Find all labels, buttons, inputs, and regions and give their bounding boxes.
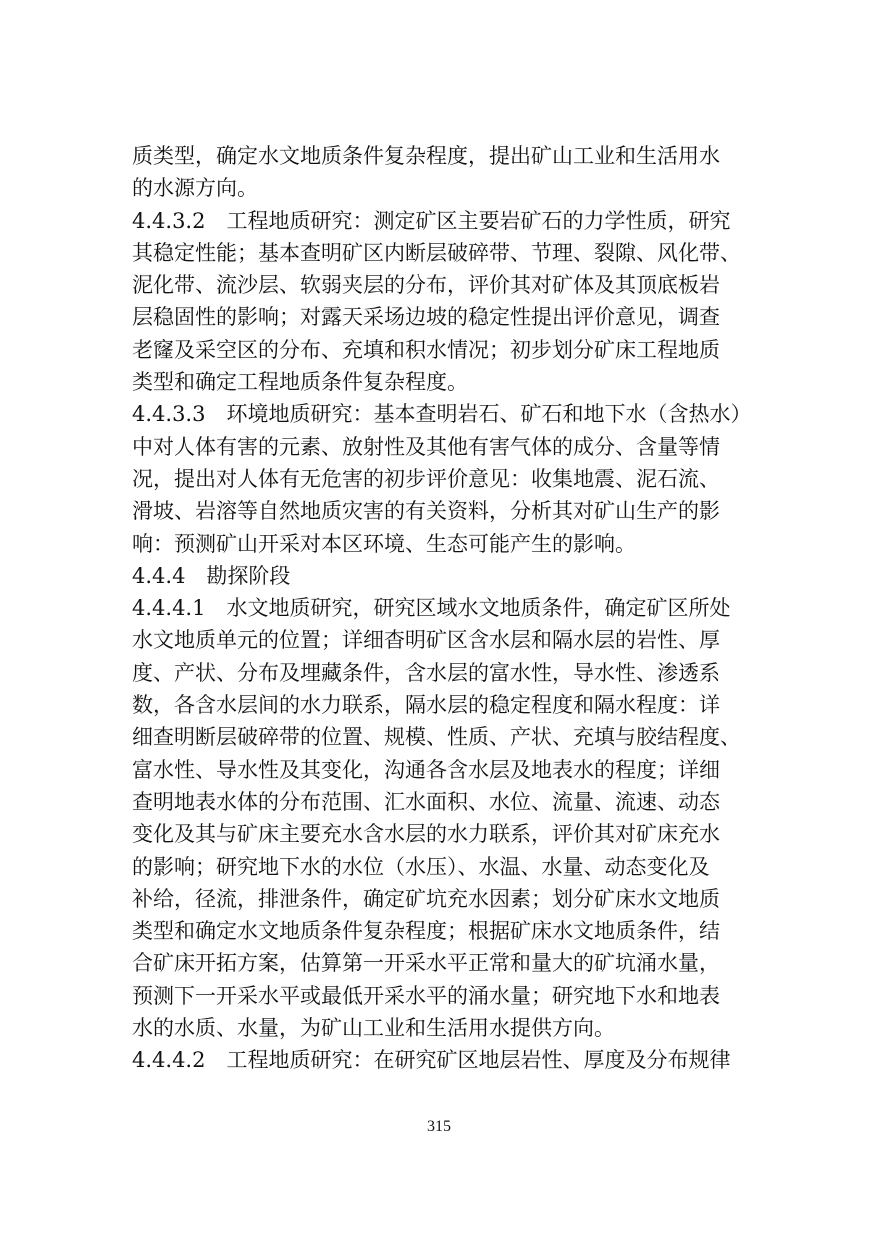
text-line: 质类型，确定水文地质条件复杂程度，提出矿山工业和生活用水 [132,144,720,168]
text-line: 类型和确定水文地质条件复杂程度；根据矿床水文地质条件，结 [132,919,720,944]
text-line: 其稳定性能；基本查明矿区内断层破碎带、节理、裂隙、风化带、 [132,240,741,265]
text-line: 查明地表水体的分布范围、汇水面积、水位、流量、流速、动态 [132,789,720,814]
text-line: 富水性、导水性及其变化，沟通各含水层及地表水的程度；详细 [132,757,720,782]
text-line: 泥化带、流沙层、软弱夹层的分布，评价其对矿体及其顶底板岩 [132,273,720,298]
text-line: 中对人体有害的元素、放射性及其他有害气体的成分、含量等情 [132,434,720,459]
text-line: 4.4.4.1 水文地质研究，研究区域水文地质条件，确定矿区所处 [132,596,731,621]
text-line: 4.4.4.2 工程地质研究：在研究矿区地层岩性、厚度及分布规律 [132,1048,731,1073]
text-line: 预测下一开采水平或最低开采水平的涌水量；研究地下水和地表 [132,983,720,1008]
text-line: 层稳固性的影响；对露天采场边坡的稳定性提出评价意见，调查 [132,305,720,330]
text-line: 响：预测矿山开采对本区环境、生态可能产生的影响。 [132,531,636,556]
text-line: 况，提出对人体有无危害的初步评价意见：收集地震、泥石流、 [132,466,720,491]
text-line: 4.4.3.3 环境地质研究：基本查明岩石、矿石和地下水（含热水） [132,402,752,427]
text-line: 4.4.3.2 工程地质研究：测定矿区主要岩矿石的力学性质，研究 [132,208,731,233]
text-line: 滑坡、岩溶等自然地质灾害的有关资料，分析其对矿山生产的影 [132,499,720,524]
text-line: 变化及其与矿床主要充水含水层的水力联系，评价其对矿床充水 [132,822,720,847]
body-text [132,140,772,1077]
text-line: 合矿床开拓方案，估算第一开采水平正常和量大的矿坑涌水量， [132,951,720,976]
text-line: 水文地质单元的位置；详细杳明矿区含水层和隔水层的岩性、厚 [132,628,720,653]
text-line: 水的水质、水量，为矿山工业和生活用水提供方向。 [132,1016,615,1041]
page-number: 315 [427,1118,451,1135]
text-line: 4.4.4 勘探阶段 [132,563,291,588]
text-line: 的水源方向。 [132,176,258,201]
text-line: 度、产状、分布及埋藏条件，含水层的富水性，导水性、渗透系 [132,660,720,685]
text-line: 类型和确定工程地质条件复杂程度。 [132,370,468,395]
text-line: 细查明断层破碎带的位置、规模、性质、产状、充填与胶结程度、 [132,725,741,750]
text-line: 补给，径流，排泄条件，确定矿坑充水因素；划分矿床水文地质 [132,886,720,911]
text-line: 的影响；研究地下水的水位（水压）、水温、水量、动态变化及 [132,854,710,879]
text-line: 数，各含水层间的水力联系，隔水层的稳定程度和隔水程度：详 [132,693,720,718]
text-line: 老窿及采空区的分布、充填和积水情况；初步划分矿床工程地质 [132,337,720,362]
